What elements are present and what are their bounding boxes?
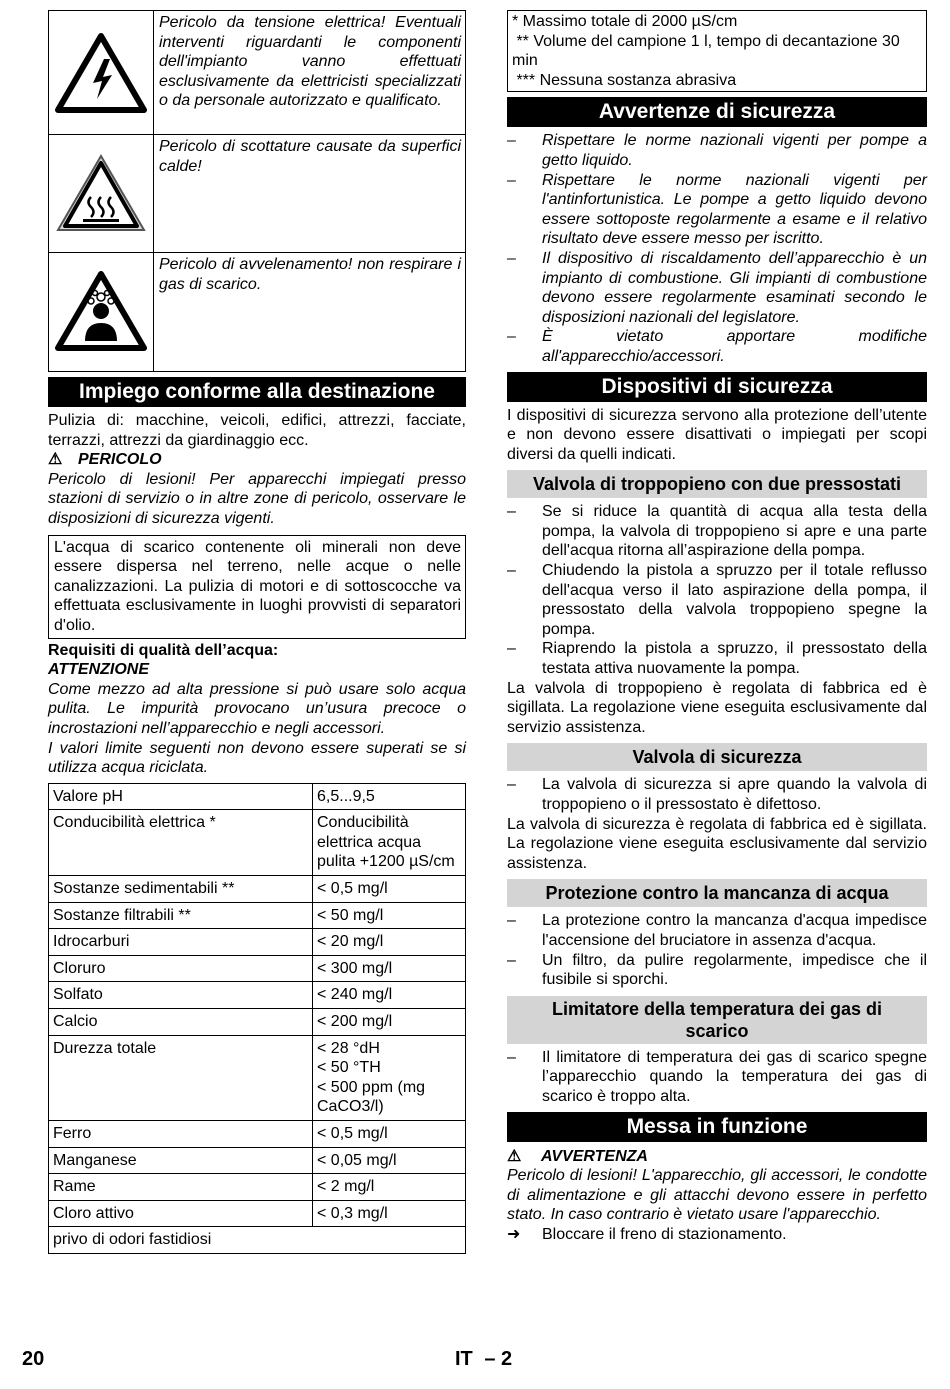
param-value: 6,5...9,5 <box>313 783 466 810</box>
hot-surface-icon <box>49 135 154 252</box>
table-row <box>49 929 466 956</box>
subsection-heading-limitatore: Limitatore della temperatura dei gas di scarico <box>507 996 927 1044</box>
table-row <box>49 783 466 810</box>
param-name: Durezza totale <box>49 1035 313 1120</box>
list-item: – È vietato apportare modifiche all'apparecchio/accessori. <box>507 328 927 365</box>
list-item: – Il dispositivo di riscaldamento dell’apparecchio è un impianto di combustione. Gli impianti di combustione devono essere regolarmente esaminati secondo le disposizioni nazionali del legislatore. <box>507 249 927 326</box>
param-name: Idrocarburi <box>49 929 313 956</box>
param-name: Calcio <box>49 1009 313 1036</box>
table-row <box>49 1009 466 1036</box>
param-name: Sostanze filtrabili ** <box>49 902 313 929</box>
section-heading-dispositivi: Dispositivi di sicurezza <box>507 372 927 402</box>
param-name: Cloruro <box>49 955 313 982</box>
list-item: – Riaprendo la pistola a spruzzo, il pressostato della testata attiva nuovamente la pompa. <box>507 640 927 678</box>
warning-label: ⚠ AVVERTENZA <box>507 1147 648 1165</box>
param-name: Solfato <box>49 982 313 1009</box>
table-row <box>49 1200 466 1227</box>
toxic-gas-icon <box>49 253 154 371</box>
subsection-heading-sicurezza: Valvola di sicurezza <box>507 743 927 771</box>
page-number: 20 <box>22 1348 45 1370</box>
table-row <box>49 1147 466 1174</box>
subsection-heading-troppopieno: Valvola di troppopieno con due pressostati <box>507 470 927 498</box>
param-name: Cloro attivo <box>49 1200 313 1227</box>
troppopieno-text: La valvola di troppopieno è regolata di fabbrica ed è sigillata. La regolazione viene eseguita esclusivamente dal servizio assistenza. <box>507 679 927 736</box>
instruction-step: ➜ Bloccare il freno di stazionamento. <box>507 1225 787 1243</box>
subsection-heading-protezione: Protezione contro la mancanza di acqua <box>507 879 927 907</box>
warning-row <box>49 11 465 134</box>
table-row <box>49 810 466 876</box>
param-value: < 20 mg/l <box>313 929 466 956</box>
param-value: < 0,3 mg/l <box>313 1200 466 1227</box>
param-value: < 200 mg/l <box>313 1009 466 1036</box>
water-requirements-title: Requisiti di qualità dell’acqua: <box>48 641 279 659</box>
warning-text: Pericolo di avvelenamento! non respirare i gas di scarico. <box>159 256 461 293</box>
footnote: * Massimo totale di 2000 µS/cm <box>512 13 738 30</box>
param-name: Valore pH <box>49 783 313 810</box>
param-value: < 0,5 mg/l <box>313 876 466 903</box>
warning-triangle-icon: ⚠ <box>48 451 63 469</box>
param-value: < 0,5 mg/l <box>313 1121 466 1148</box>
list-item: – Il limitatore di temperatura dei gas di scarico spegne l’apparecchio quando la temperatura dei gas di scarico è troppo alta. <box>507 1048 927 1105</box>
table-row <box>49 955 466 982</box>
param-value: Conducibilità elettrica acqua pulita +1200 µS/cm <box>313 810 466 876</box>
warning-row <box>49 252 465 371</box>
list-item: – La valvola di sicurezza si apre quando la valvola di troppopieno o il pressostato è difettoso. <box>507 776 927 813</box>
left-column <box>48 10 466 1254</box>
warning-text: Pericolo di scottature causate da superfici calde! <box>159 138 461 175</box>
page-lang: IT – 2 <box>455 1348 513 1370</box>
param-value: < 0,05 mg/l <box>313 1147 466 1174</box>
footnotes-box <box>507 10 927 92</box>
section-heading-messa: Messa in funzione <box>507 1112 927 1142</box>
list-item: – La protezione contro la mancanza d'acqua impedisce l'accensione del bruciatore in assenza d'acqua. <box>507 912 927 949</box>
warning-table <box>48 10 466 372</box>
table-row <box>49 876 466 903</box>
list-item: – Chiudendo la pistola a spruzzo per il totale reflusso dell'acqua verso il lato aspirazione della pompa, il pressostato della valvola troppopieno spegne la pompa. <box>507 562 927 638</box>
table-row <box>49 1174 466 1201</box>
table-row <box>49 1035 466 1120</box>
warning-text: Pericolo da tensione elettrica! Eventuali interventi riguardanti le componenti dell'impianto vanno effettuati esclusivamente da elettricisti specializzati o da personale autorizzato e qualificato. <box>159 14 461 110</box>
attention-text: Come mezzo ad alta pressione si può usare solo acqua pulita. Le impurità provocano un’usura precoce o incrostazioni nell’apparecchio e negli accessori. <box>48 680 466 737</box>
table-row <box>49 1121 466 1148</box>
param-name: Sostanze sedimentabili ** <box>49 876 313 903</box>
list-item: – Se si riduce la quantità di acqua alla testa della pompa, la valvola di troppopieno si apre e una parte dell'acqua ritorna all’aspirazione della pompa. <box>507 503 927 560</box>
list-item: – Rispettare le norme nazionali vigenti per l'antinfortunistica. Le pompe a getto liquido devono essere sottoposte regolarmente a esame e il relativo risultato deve essere messo per iscritto. <box>507 171 927 248</box>
table-row <box>49 1227 466 1254</box>
avvertenze-list <box>507 131 927 366</box>
table-row <box>49 982 466 1009</box>
electric-hazard-icon <box>49 11 154 134</box>
footnote: *** Nessuna sostanza abrasiva <box>512 71 737 89</box>
section-heading-impiego: Impiego conforme alla destinazione <box>48 377 466 407</box>
param-value: < 240 mg/l <box>313 982 466 1009</box>
footnote: ** Volume del campione 1 l, tempo di decantazione 30 min <box>512 32 905 70</box>
param-value: < 28 °dH < 50 °TH < 500 ppm (mg CaCO3/l) <box>313 1035 466 1120</box>
impiego-intro: Pulizia di: macchine, veicoli, edifici, attrezzi, facciate, terrazzi, attrezzi da giardinaggio ecc. <box>48 412 466 449</box>
param-value: < 300 mg/l <box>313 955 466 982</box>
danger-label: ⚠ PERICOLO <box>48 451 162 469</box>
list-item: – Rispettare le norme nazionali vigenti per pompe a getto liquido. <box>507 132 927 169</box>
sicurezza-text: La valvola di sicurezza è regolata di fabbrica ed è sigillata. La regolazione viene eseguita esclusivamente dal servizio assistenza. <box>507 815 927 872</box>
list-item: – Un filtro, da pulire regolarmente, impedisce che il fusibile si sporchi. <box>507 951 927 989</box>
attention-label: ATTENZIONE <box>48 661 150 679</box>
param-name: Ferro <box>49 1121 313 1148</box>
param-name: Rame <box>49 1174 313 1201</box>
warning-triangle-icon: ⚠ <box>507 1147 522 1165</box>
attention-text-limits: I valori limite seguenti non devono essere superati se si utilizza acqua riciclata. <box>48 739 466 777</box>
right-column <box>507 10 927 1245</box>
warning-text: Pericolo di lesioni! L'apparecchio, gli accessori, le condotte di alimentazione e gli attacchi devono essere in perfetto stato. In caso contrario è vietato usare l'apparecchio. <box>507 1167 927 1224</box>
arrow-right-icon: ➜ <box>507 1225 521 1243</box>
table-row <box>49 902 466 929</box>
dispositivi-intro: I dispositivi di sicurezza servono alla protezione dell’utente e non devono essere disattivati o impiegati per scopi diversi da quelli indicati. <box>507 406 927 463</box>
param-value: < 50 mg/l <box>313 902 466 929</box>
danger-text: Pericolo di lesioni! Per apparecchi impiegati presso stazioni di servizio o in altre zone di pericolo, osservare le disposizioni di sicurezza vigenti. <box>48 470 466 527</box>
section-heading-avvertenze: Avvertenze di sicurezza <box>507 97 927 127</box>
param-value: < 2 mg/l <box>313 1174 466 1201</box>
oil-water-notice: L'acqua di scarico contenente oli minerali non deve essere dispersa nel terreno, nelle acque o nelle canalizzazioni. La pulizia di motori e di sottoscocche va effettuata esclusivamente in luoghi provvisti di separatori d'olio. <box>48 535 466 639</box>
param-name: Manganese <box>49 1147 313 1174</box>
water-quality-table <box>48 783 466 1254</box>
table-footer-note: privo di odori fastidiosi <box>49 1227 466 1254</box>
param-name: Conducibilità elettrica * <box>49 810 313 876</box>
warning-row <box>49 134 465 252</box>
